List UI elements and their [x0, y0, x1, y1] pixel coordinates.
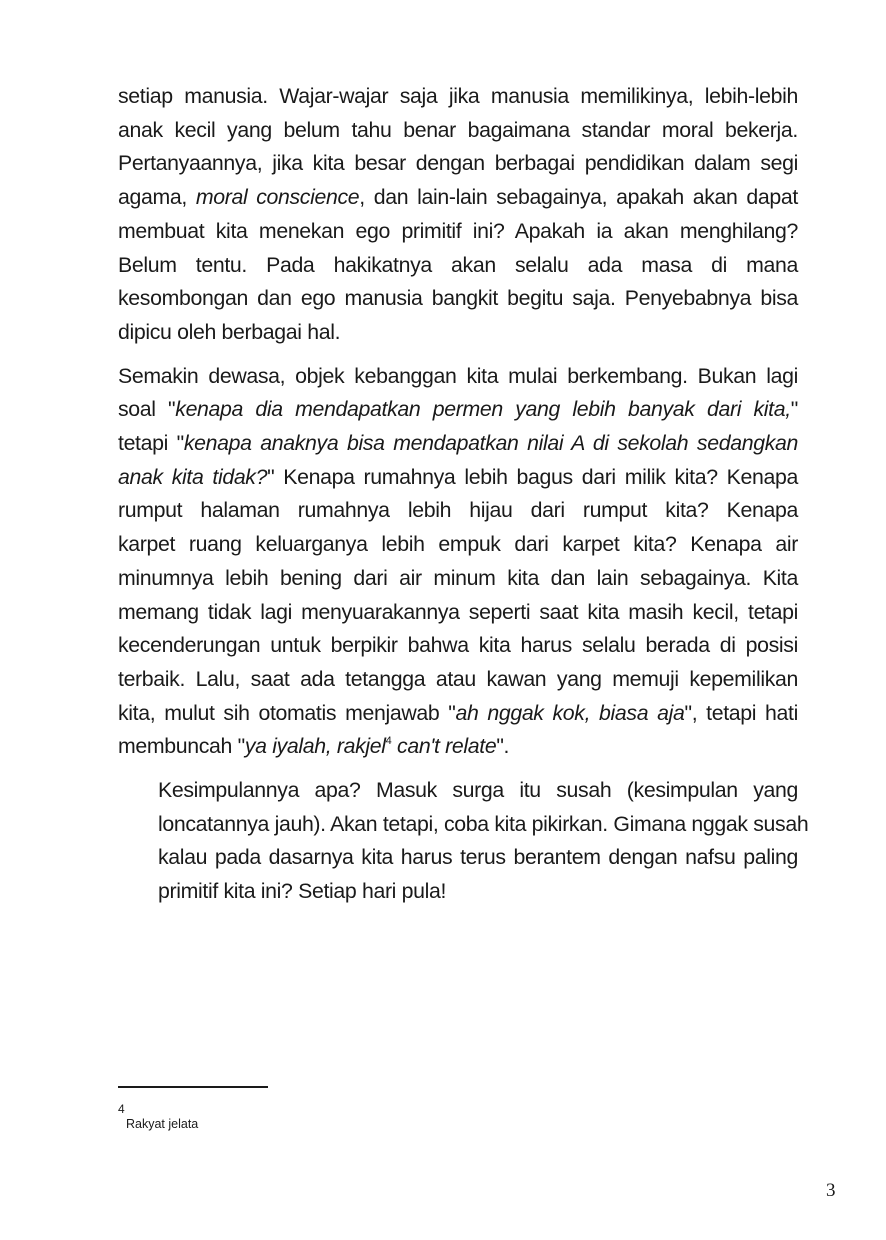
text-line — [118, 596, 798, 630]
text-line — [118, 697, 798, 731]
text-run: " Kenapa rumahnya lebih bagus dari milik kita? Kenapa — [267, 464, 798, 489]
paragraph — [118, 774, 809, 909]
footnote-text: Rakyat jelata — [126, 1117, 199, 1131]
footnote-reference: 4 — [385, 735, 392, 748]
text-line — [118, 80, 798, 114]
text-line — [118, 629, 798, 663]
italic-text: moral conscience — [195, 185, 360, 210]
text-run: kesombongan dan ego manusia bangkit begitu saja. Penyebabnya bisa — [118, 286, 798, 311]
text-run: setiap manusia. Wajar-wajar saja jika manusia memilikinya, lebih-lebih — [118, 84, 798, 108]
text-run: membuat kita menekan ego primitif ini? Apakah ia akan menghilang? — [118, 218, 798, 243]
text-line — [118, 841, 798, 875]
text-line — [118, 147, 798, 181]
text-run: anak kecil yang belum tahu benar bagaimana standar moral bekerja. — [118, 117, 798, 142]
text-run: " — [790, 397, 798, 422]
text-run: ", tetapi hati — [684, 700, 798, 725]
text-run: loncatannya jauh). Akan tetapi, coba kita pikirkan. Gimana nggak susah — [158, 811, 809, 836]
text-line — [118, 181, 798, 215]
text-line — [118, 730, 798, 764]
italic-text: anak kita tidak? — [118, 464, 268, 489]
text-run: kita, mulut sih otomatis menjawab " — [118, 700, 456, 725]
text-line — [118, 360, 798, 394]
text-run: ". — [496, 734, 510, 759]
text-line — [118, 215, 798, 249]
text-line — [118, 282, 798, 316]
paragraph — [118, 360, 798, 764]
footnote-number: 4 — [118, 1102, 125, 1116]
text-line — [118, 562, 798, 596]
text-run: kecenderungan untuk berpikir bahwa kita harus selalu berada di posisi — [118, 633, 798, 658]
text-line — [118, 114, 798, 148]
text-run: , dan lain-lain sebagainya, apakah akan dapat — [359, 185, 798, 210]
text-line — [118, 461, 798, 495]
text-run: Pertanyaannya, jika kita besar dengan berbagai pendidikan dalam segi — [118, 151, 798, 176]
text-run: primitif kita ini? Setiap hari pula! — [158, 879, 447, 904]
italic-text: kenapa dia mendapatkan permen yang lebih banyak dari kita, — [175, 397, 791, 422]
text-run: minumnya lebih bening dari air minum kita dan lain sebagainya. Kita — [118, 565, 798, 590]
footnote-separator — [118, 1086, 268, 1088]
text-run: memang tidak lagi menyuarakannya seperti saat kita masih kecil, tetapi — [118, 599, 798, 624]
text-line — [118, 875, 798, 909]
text-line — [118, 427, 798, 461]
text-run: Belum tentu. Pada hakikatnya akan selalu ada masa di mana — [118, 252, 798, 277]
text-run: Semakin dewasa, objek kebanggan kita mulai berkembang. Bukan lagi — [118, 363, 798, 388]
text-line — [118, 494, 798, 528]
text-line — [118, 393, 798, 427]
text-run: tetapi " — [118, 431, 184, 456]
text-line — [118, 808, 809, 842]
paragraph — [118, 80, 798, 350]
text-run: kalau pada dasarnya kita harus terus berantem dengan nafsu paling — [158, 845, 798, 870]
italic-text: ah nggak kok, biasa aja — [455, 700, 685, 725]
text-run: Kesimpulannya apa? Masuk surga itu susah (kesimpulan yang — [158, 778, 798, 803]
page-body — [118, 80, 809, 919]
text-run: soal " — [118, 397, 176, 422]
page-number: 3 — [826, 1180, 836, 1201]
text-run: dipicu oleh berbagai hal. — [118, 319, 341, 344]
text-line — [118, 316, 798, 350]
text-run: rumput halaman rumahnya lebih hijau dari rumput kita? Kenapa — [118, 498, 798, 523]
text-line — [118, 528, 798, 562]
text-run: karpet ruang keluarganya lebih empuk dari karpet kita? Kenapa air — [118, 532, 798, 557]
text-run: terbaik. Lalu, saat ada tetangga atau kawan yang memuji kepemilikan — [118, 666, 798, 691]
text-line — [118, 774, 798, 808]
text-run: membuncah " — [118, 734, 245, 759]
text-run: agama, — [118, 185, 196, 210]
text-line — [118, 249, 798, 283]
text-line — [118, 663, 798, 697]
italic-text: ya iyalah, rakjel — [244, 734, 386, 759]
italic-text: kenapa anaknya bisa mendapatkan nilai A di sekolah sedangkan — [183, 431, 798, 456]
italic-text: can't relate — [391, 734, 497, 759]
